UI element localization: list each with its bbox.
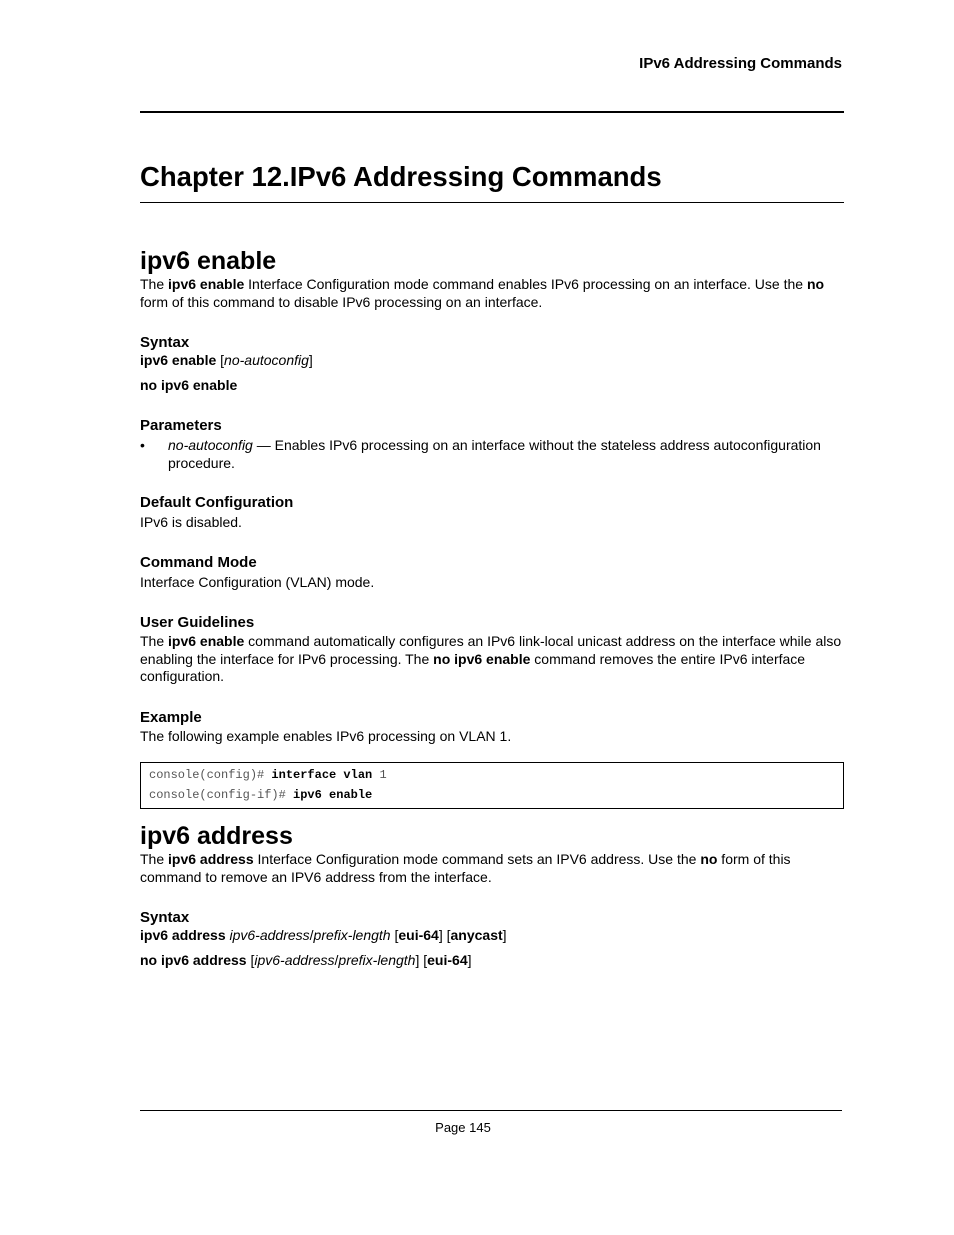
syntax-bracket: ] [ xyxy=(438,927,451,943)
section-title-ipv6-address: ipv6 address xyxy=(140,822,293,850)
example-heading: Example xyxy=(140,708,202,726)
syntax-line xyxy=(140,352,844,369)
code-prompt: console(config)# xyxy=(149,768,272,782)
intro-text: The xyxy=(140,851,169,867)
syntax-param: prefix-length xyxy=(338,952,416,968)
syntax-param: ipv6-address xyxy=(254,952,335,968)
syntax-command: no ipv6 address xyxy=(140,952,247,968)
intro-text: form of this command to remove an IPV6 address from the interface. xyxy=(140,851,791,885)
syntax-bracket: [ xyxy=(390,927,399,943)
page-number: Page 145 xyxy=(435,1120,491,1135)
code-argument: 1 xyxy=(372,768,387,782)
ipv6-address-intro xyxy=(140,851,844,886)
guideline-bold: ipv6 enable xyxy=(168,633,245,649)
syntax-heading: Syntax xyxy=(140,909,190,926)
page-content xyxy=(140,158,844,969)
intro-text: form of this command to disable IPv6 processing on an interface. xyxy=(140,293,543,310)
syntax-bracket: ] [ xyxy=(415,952,428,968)
running-header: IPv6 Addressing Commands xyxy=(639,55,842,72)
chapter-rule xyxy=(140,202,844,203)
syntax-keyword: eui-64 xyxy=(427,952,468,968)
bullet-icon: • xyxy=(140,437,145,453)
syntax-slash: / xyxy=(334,952,339,968)
code-line xyxy=(149,785,835,805)
default-config-heading: Default Configuration xyxy=(140,494,294,511)
example-text: The following example enables IPv6 processing on VLAN 1. xyxy=(140,727,512,744)
code-command: interface vlan xyxy=(271,768,373,782)
parameter-description: — Enables IPv6 processing on an interface without the stateless address autoconfiguration procedure. xyxy=(168,437,821,471)
syntax-bracket: ] xyxy=(308,352,313,368)
code-prompt: console(config-if)# xyxy=(149,788,294,802)
intro-bold-command: ipv6 enable xyxy=(168,276,245,292)
syntax-command: ipv6 enable xyxy=(140,352,217,368)
intro-bold-no: no xyxy=(700,851,718,867)
syntax-bracket: [ xyxy=(216,352,225,368)
syntax-line xyxy=(140,377,844,394)
parameter-item xyxy=(140,437,844,472)
syntax-param: prefix-length xyxy=(313,927,391,943)
user-guidelines-text xyxy=(140,633,844,686)
chapter-title: Chapter 12.IPv6 Addressing Commands xyxy=(140,161,662,192)
syntax-keyword: anycast xyxy=(450,927,503,943)
intro-text: Interface Configuration mode command sets an IPV6 address. Use the xyxy=(253,851,701,867)
code-example-box xyxy=(140,762,844,809)
syntax-line xyxy=(140,952,844,969)
syntax-keyword: eui-64 xyxy=(398,927,439,943)
intro-bold-command: ipv6 address xyxy=(168,851,254,867)
ipv6-enable-intro xyxy=(140,276,844,311)
syntax-command: no ipv6 enable xyxy=(140,377,238,393)
intro-bold-no: no xyxy=(806,276,825,292)
guideline-text: command automatically configures an IPv6 link-local unicast address on the interface while also enabling the interface for IPv6 processing. The xyxy=(140,633,842,667)
intro-text: The xyxy=(140,276,169,292)
intro-text: Interface Configuration mode command enables IPv6 processing on an interface. Use the xyxy=(244,276,807,292)
guideline-text: command removes the entire IPv6 interface configuration. xyxy=(140,650,806,684)
syntax-command: ipv6 address xyxy=(140,927,226,943)
command-mode-heading: Command Mode xyxy=(140,553,257,571)
user-guidelines-heading: User Guidelines xyxy=(140,614,255,631)
syntax-bracket: ] xyxy=(467,952,472,968)
footer-rule xyxy=(140,1110,842,1111)
default-config-text: IPv6 is disabled. xyxy=(140,514,242,530)
parameter-name: no-autoconfig xyxy=(168,437,253,453)
code-line xyxy=(149,765,835,785)
guideline-text: The xyxy=(140,633,169,649)
syntax-param: no-autoconfig xyxy=(224,352,309,368)
guideline-bold: no ipv6 enable xyxy=(433,650,531,667)
code-command: ipv6 enable xyxy=(293,788,373,802)
section-title-ipv6-enable: ipv6 enable xyxy=(140,247,277,275)
syntax-bracket: [ xyxy=(246,952,255,968)
header-rule xyxy=(140,111,844,113)
syntax-line xyxy=(140,927,844,944)
syntax-param: ipv6-address xyxy=(229,927,310,943)
syntax-slash: / xyxy=(309,927,314,943)
syntax-bracket: ] xyxy=(502,927,507,943)
parameters-heading: Parameters xyxy=(140,417,222,434)
syntax-heading: Syntax xyxy=(140,334,190,351)
command-mode-text: Interface Configuration (VLAN) mode. xyxy=(140,573,375,590)
